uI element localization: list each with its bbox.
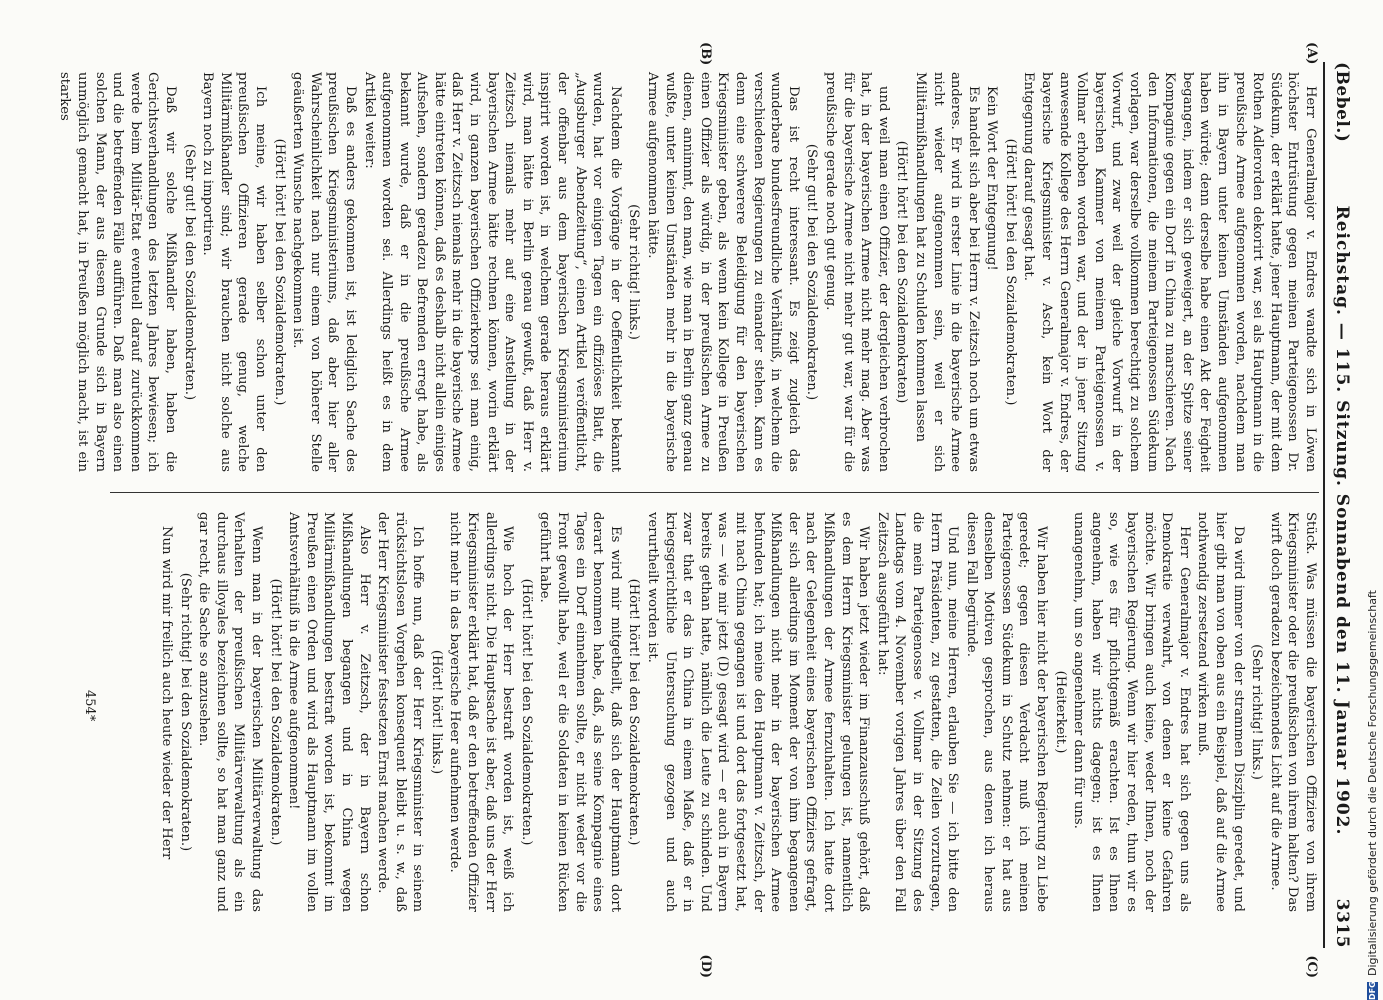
dfg-logo-icon: DFG <box>1367 981 1377 1000</box>
paragraph: Ich hoffe nun, daß der Herr Kriegsminister in seinem rücksichtslosen Vorgehen konsequent bleibt u. s. w., daß der Herr Kriegsminister festsetzen Ernst machen werde. <box>375 512 426 912</box>
margin-marker-a: (A) <box>1304 42 1319 65</box>
paragraph: Daß wir solche Mißhandler haben, haben die Gerichtsverhandlungen des letzten Jahres bewiesen; ich werde beim Militär-Etat eventuell darauf zurückkommen und die betreffenden Fälle aufführen. Daß man also einen solchen Mann, der aus diesem Grunde sich in Bayern unmöglich gemacht hat, in Preußen möglich macht, ist ein starkes <box>57 72 178 472</box>
paragraph: Nachdem die Vorgänge in der Oeffentlichkeit bekannt wurden, hat vor einigen Tagen ein offiziöses Blatt, die „Augsburger Abendzeitung“, einen Artikel veröffentlicht, der offenbar aus dem bayerischen Kriegsministerium inspirirt worden ist, in welchem gerade heraus erklärt wird, man hätte in Berlin genau gewußt, daß Herr v. Zeitzsch niemals mehr auf eine Anstellung in der bayerischen Armee hätte rechnen können, worin erklärt wird, in ganzen bayerischen Offizierkorps sei man einig, daß Herr v. Zeitzsch niemals mehr in die bayerische Armee hätte eintreten können, daß es deshalb nicht allein einiges Aufsehen, sondern geradezu Befremden erregt habe, als bekannt wurde, daß er in die preußische Armee aufgenommen worden sei. Allerdings heißt es in dem Artikel weiter: <box>361 72 623 472</box>
margin-marker-b: (B) <box>698 42 713 66</box>
interjection: (Sehr gut! bei den Sozialdemokraten.) <box>804 143 820 401</box>
interjection: (Hört! hört! bei den Sozialdemokraten.) <box>267 578 283 846</box>
paragraph: Da wird immer von der strammen Disziplin geredet, und hier gibt man von oben aus ein Beispiel, daß auf die Armee nothwendig zersetzend wirken muß. <box>1195 512 1246 912</box>
printer-signature: 454* <box>82 690 97 722</box>
credit-text: Digitalisierung gefördert durch die Deutsche Forschungsgemeinschaft <box>1365 590 1379 976</box>
margin-marker-d: (D) <box>698 954 713 978</box>
digitization-credit <box>1364 0 1380 1000</box>
interjection: (Heiterkeit.) <box>1052 670 1068 754</box>
paragraph: und weil man einen Offizier, der dergleichen verbrochen hat, in der bayerischen Armee nicht mehr mag. Aber was für die bayerische Armee nicht mehr gut war, war für die preußische gerade noch gut genug. <box>822 72 891 472</box>
paragraph: Wir haben jetzt wieder im Finanzausschuß gehört, daß es dem Herrn Kriegsminister gelungen ist, namentlich Mißhandlungen der Armee fernzuhalten. Ich hatte dort nach der Gelegenheit eines bayerischen Offiziers gefragt, der sich allerdings im Moment der von ihm begangenen Mißhandlungen nicht mehr in der bayerischen Armee befunden hat; ich meine den Hauptmann v. Zeitzsch, der mit nach China gegangen ist und dort das fortgesetzt hat, was — wie mir jetzt (D) gesagt wird — er auch in Bayern bereits gethan hatte, nämlich die Leute zu schinden. Und zwar that er das in China in einem Maße, daß er in kriegsgerichtliche Untersuchung gezogen und auch verurtheilt worden ist. <box>645 512 872 912</box>
header-rule <box>1323 62 1325 948</box>
column-divider <box>110 492 1319 493</box>
interjection: (Sehr richtig! links.) <box>626 204 642 340</box>
page-header <box>1327 62 1357 948</box>
paragraph: Herr Generalmajor v. Endres hat sich gegen uns als Demokratie verwahrt, von denen er keine Gefahren möchte. Wir bringen auch keine, weder Ihnen, noch der bayerischen Regierung. Wenn wir hier reden, thun wir es so, wie es für pflichtgemäß erachten. Ist es Ihnen angenehm, haben wir nichts dagegen; ist es Ihnen unangenehm, um so angenehmer dann für uns. <box>1071 512 1192 912</box>
paragraph: Daß es anders gekommen ist, ist lediglich Sache des preußischen Kriegsministeriums, daß aber hier aller Wahrscheinlichkeit nach nur einem von höherer Stelle geäußerten Wunsche nachgekommen ist. <box>290 72 358 472</box>
paragraph: Es handelt sich aber bei Herrn v. Zeitzsch noch um etwas anderes. Er wird in erster Linie in die bayerische Armee nicht wieder aufgenommen sein, weil er sich Militärmißhandlungen hat zu Schulden kommen lassen <box>912 72 981 472</box>
paragraph: Es wird mir mitgetheilt, daß sich der Hauptmann dort derart benommen habe, daß, als seine Kompagnie eines Tages ein Dorf einnehmen sollte, er nicht weder vor die Front gewollt habe, weil er die Soldaten in keinen Rücken geführt habe. <box>537 512 623 912</box>
paragraph: Ich meine, wir haben selber schon unter den preußischen Offizieren gerade genug, welche Militärmißhandler sind; wir brauchen nicht solche aus Bayern noch zu importiren. <box>200 72 268 472</box>
interjection: (Hört! hört! links.) <box>428 649 444 775</box>
interjection: (Sehr gut! bei den Sozialdemokraten.) <box>181 143 197 401</box>
margin-marker-c: (C) <box>1304 955 1319 978</box>
right-column <box>70 512 1319 912</box>
paragraph: Wir haben hier nicht der bayerischen Regierung zu Liebe geredet; gegen diesen Verdacht muß ich meinen Parteigenossen Südekum in Schutz nehmen: er hat aus denselben Motiven gesprochen, aus denen ich heraus diesen Fall begründe. <box>963 512 1050 912</box>
paragraph: Wie hoch der Herr bestraft worden ist, weiß ich allerdings nicht. Die Hauptsache ist aber, daß uns der Herr Kriegsminister erklärt hat, daß er den betreffenden Offizier nicht mehr in das bayerische Heer aufnehmen werde. <box>447 512 516 912</box>
left-column <box>57 72 1319 472</box>
header-page-number: 3315 <box>1332 898 1352 948</box>
paragraph: Stück. Was müssen die bayerischen Offiziere von ihrem Kriegsminister oder die preußischen von ihrem halten? Das wirft doch geradezu bezeichnendes Licht auf die Armee. <box>1267 512 1318 912</box>
paragraph: Und nun, meine Herren, erlauben Sie — ich bitte den Herrn Präsidenten, zu gestatten, die Zeilen vorzutragen, die mein Parteigenosse v. Vollmar in der Sitzung des Landtags vom 4. November vorigen Jahres über den Fall Zeitzsch ausgeführt hat: <box>874 512 961 912</box>
paragraph: Wenn man in der bayerischen Militärverwaltung das Verhalten der preußischen Militärverwaltung als ein durchaus illoyales bezeichnen sollte, so hat man ganz und gar recht, die Sache so anzusehen. <box>196 512 264 912</box>
interjection: (Hört! hört! bei den Sozialdemokraten.) <box>271 138 287 406</box>
interjection: (Sehr richtig! bei den Sozialdemokraten.) <box>177 572 193 852</box>
paragraph: Also Herr v. Zeitzsch, der in Bayern schon Mißhandlungen begangen und in China wegen Militärmißhandlungen bestraft worden ist, bekommt im Preußen einen Orden und wird als Hauptmann im vollen Amtsverhältniß in die Armee aufgenommen! <box>286 512 372 912</box>
interjection: (Hört! hört! bei den Sozialdemokraten.) <box>1002 138 1018 406</box>
paragraph: Nun wird mir freilich auch heute wieder der Herr <box>159 526 174 860</box>
header-title: Reichstag. — 115. Sitzung. Sonnabend den 11. Januar 1902. <box>1332 205 1352 836</box>
interjection: (Hört! hört! bei den Sozialdemokraten.) <box>626 578 642 846</box>
paragraph: Herr Generalmajor v. Endres wandte sich in Löwen höchster Entrüstung gegen meinen Parteigenossen Dr. Südekum, der erklärt hatte, jener Hauptmann, der mit dem Rothen Adlerorden dekorirt war, sei als Hauptmann in die preußische Armee aufgenommen worden, nachdem man ihn in Bayern unter keinen Umständen aufgenommen haben würde; denn derselbe habe einen Akt der Feigheit begangen, indem er sich geweigert, an der Spitze seiner Kompagnie gegen ein Dorf in China zu marschieren. Nach den Informationen, die meinem Parteigenossen Südekum vorlagen, war derselbe vollkommen berechtigt zu solchem Vorwurf, und zwar weil der gleiche Vorwurf in der bayerischen Kammer von meinem Parteigenossen v. Vollmar erhoben worden war, und der in jener Sitzung anwesende Kollege des Herrn Generalmajor v. Endres, der bayerische Kriegsminister v. Asch, kein Wort der Entgegnung darauf gesagt hat. <box>1021 72 1318 472</box>
interjection: (Hört! hört! bei den Sozialdemokraten) <box>894 140 910 404</box>
interjection: (Sehr richtig! links.) <box>1249 644 1265 780</box>
paragraph: Das ist recht interessant. Es zeigt zugleich das wunderbare bundesfreundliche Verhältniß, in welchem die verschiedenen Regierungen zu einander stehen. Kann es denn eine schwerere Beleidigung für den bayerischen Kriegsminister geben, als wenn kein Kollege in Preußen einen Offizier als würdig, in der preußischen Armee zu dienen, annimmt, den man, wie man in Berlin ganz genau wußte, unter keinen Umständen mehr in die bayerische Armee aufgenommen hätte. <box>645 72 801 472</box>
header-speaker: (Bebel.) <box>1332 62 1352 143</box>
paragraph: Kein Wort der Entgegnung! <box>984 86 1000 271</box>
interjection: (Hört! hört! bei den Sozialdemokraten.) <box>518 578 534 846</box>
